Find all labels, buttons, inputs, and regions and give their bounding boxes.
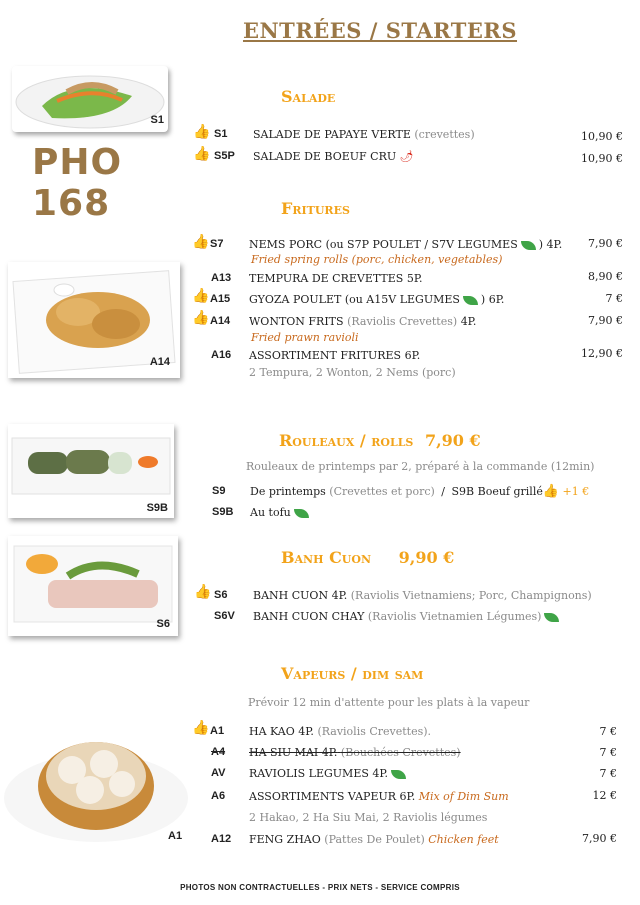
item-code: S6V — [214, 610, 235, 622]
item-subtitle: Fried spring rolls (porc, chicken, vegetables) — [251, 253, 503, 266]
vegetarian-leaf-icon — [463, 296, 478, 305]
item-code: S7 — [210, 238, 224, 250]
item-code: A6 — [211, 790, 226, 802]
item-s7: NEMS PORC (ou S7P POULET / S7V LEGUMES ) 4P. — [249, 238, 563, 251]
chili-icon: 🌶 — [399, 150, 414, 163]
item-av: RAVIOLIS LEGUMES 4P. — [249, 767, 409, 781]
item-price: 7,90 € — [582, 832, 617, 845]
item-s1: SALADE DE PAPAYE VERTE (crevettes) — [253, 128, 475, 141]
photo-label-s9b: S9B — [146, 502, 168, 514]
section-fritures-heading: Fritures — [281, 199, 350, 218]
item-s6v: BANH CUON CHAY (Raviolis Vietnamien Légumes) — [253, 610, 562, 624]
item-price: 7 € — [599, 746, 617, 759]
item-code: A12 — [211, 833, 232, 845]
photo-label-a1: A1 — [168, 830, 183, 842]
section-salade-heading: Salade — [281, 87, 336, 106]
item-code: A13 — [211, 272, 232, 284]
thumbs-up-icon: 👍 — [193, 146, 211, 162]
thumbs-up-icon: 👍 — [542, 484, 560, 499]
item-subtitle: 2 Hakao, 2 Ha Siu Mai, 2 Raviolis légumes — [249, 811, 488, 824]
photo-label-s6: S6 — [156, 618, 170, 630]
item-subtitle: Fried prawn ravioli — [251, 331, 359, 344]
vegetarian-leaf-icon — [294, 509, 309, 518]
vegetarian-leaf-icon — [391, 770, 406, 779]
item-price: 10,90 € — [581, 130, 623, 143]
rouleaux-note: Rouleaux de printemps par 2, préparé à la commande (12min) — [246, 460, 595, 473]
item-price: 7 € — [599, 725, 617, 738]
item-a12: FENG ZHAO (Pattes De Poulet) Chicken feet — [249, 833, 499, 846]
item-a14: WONTON FRITS (Raviolis Crevettes) 4P. — [249, 315, 477, 328]
item-subtitle: 2 Tempura, 2 Wonton, 2 Nems (porc) — [249, 366, 456, 379]
item-a13: TEMPURA DE CREVETTES 5P. — [249, 272, 423, 285]
item-code: A1 — [210, 725, 225, 737]
item-price: 7,90 € — [588, 237, 623, 250]
item-price: 12,90 € — [581, 347, 623, 360]
item-price: 7,90 € — [588, 314, 623, 327]
photo-dim-sum — [0, 718, 192, 848]
thumbs-up-icon: 👍 — [192, 234, 210, 250]
photo-banh-cuon — [8, 536, 178, 636]
item-a4: HA SIU MAI 4P. (Bouchées Crevettes) — [249, 746, 461, 759]
item-price: 8,90 € — [588, 270, 623, 283]
thumbs-up-icon: 👍 — [192, 720, 210, 736]
item-a16: ASSORTIMENT FRITURES 6P. — [249, 349, 421, 362]
thumbs-up-icon: 👍 — [194, 584, 212, 600]
item-code: A14 — [210, 315, 231, 327]
item-a15: GYOZA POULET (ou A15V LEGUMES ) 6P. — [249, 293, 505, 306]
vapeurs-note: Prévoir 12 min d'attente pour les plats à la vapeur — [248, 696, 530, 709]
thumbs-up-icon: 👍 — [193, 124, 211, 140]
item-code: S5P — [214, 150, 235, 162]
section-banh-heading: Banh Cuon 9,90 € — [281, 548, 455, 567]
item-a1: HA KAO 4P. (Raviolis Crevettes). — [249, 725, 432, 738]
page-title: ENTRÉES / STARTERS — [242, 18, 518, 43]
item-code: S9B — [212, 506, 234, 518]
photo-salad — [12, 66, 168, 132]
item-s5p: SALADE DE BOEUF CRU 🌶 — [253, 150, 414, 163]
item-code: A16 — [211, 349, 232, 361]
item-code: A4 — [211, 746, 226, 758]
photo-label-a14: A14 — [149, 356, 170, 368]
vegetarian-leaf-icon — [521, 241, 536, 250]
thumbs-up-icon: 👍 — [192, 310, 210, 326]
footer-note: PHOTOS NON CONTRACTUELLES - PRIX NETS - SERVICE COMPRIS — [180, 883, 460, 892]
logo: PHO 168 — [32, 142, 123, 224]
item-a6: ASSORTIMENTS VAPEUR 6P. Mix of Dim Sum — [249, 790, 509, 803]
photo-spring-rolls — [8, 424, 174, 518]
item-price: 12 € — [592, 789, 617, 802]
item-code: A15 — [210, 293, 231, 305]
item-s9b: Au tofu — [250, 506, 312, 520]
vegetarian-leaf-icon — [544, 613, 559, 622]
photo-label-s1: S1 — [150, 114, 164, 126]
item-s9: De printemps (Crevettes et porc) / S9B Boeuf grillé👍 +1 € — [250, 484, 590, 499]
section-vapeurs-heading: Vapeurs / dim sam — [281, 664, 424, 683]
item-code: S9 — [212, 485, 226, 497]
section-rouleaux-heading: Rouleaux / rolls 7,90 € — [279, 431, 481, 450]
item-code: S1 — [214, 128, 228, 140]
item-price: 7 € — [605, 292, 623, 305]
thumbs-up-icon: 👍 — [192, 288, 210, 304]
item-code: S6 — [214, 589, 228, 601]
item-s6: BANH CUON 4P. (Raviolis Vietnamiens; Porc, Champignons) — [253, 589, 592, 602]
item-code: AV — [211, 767, 226, 779]
item-price: 7 € — [599, 767, 617, 780]
photo-wonton — [8, 262, 180, 378]
item-price: 10,90 € — [581, 152, 623, 165]
